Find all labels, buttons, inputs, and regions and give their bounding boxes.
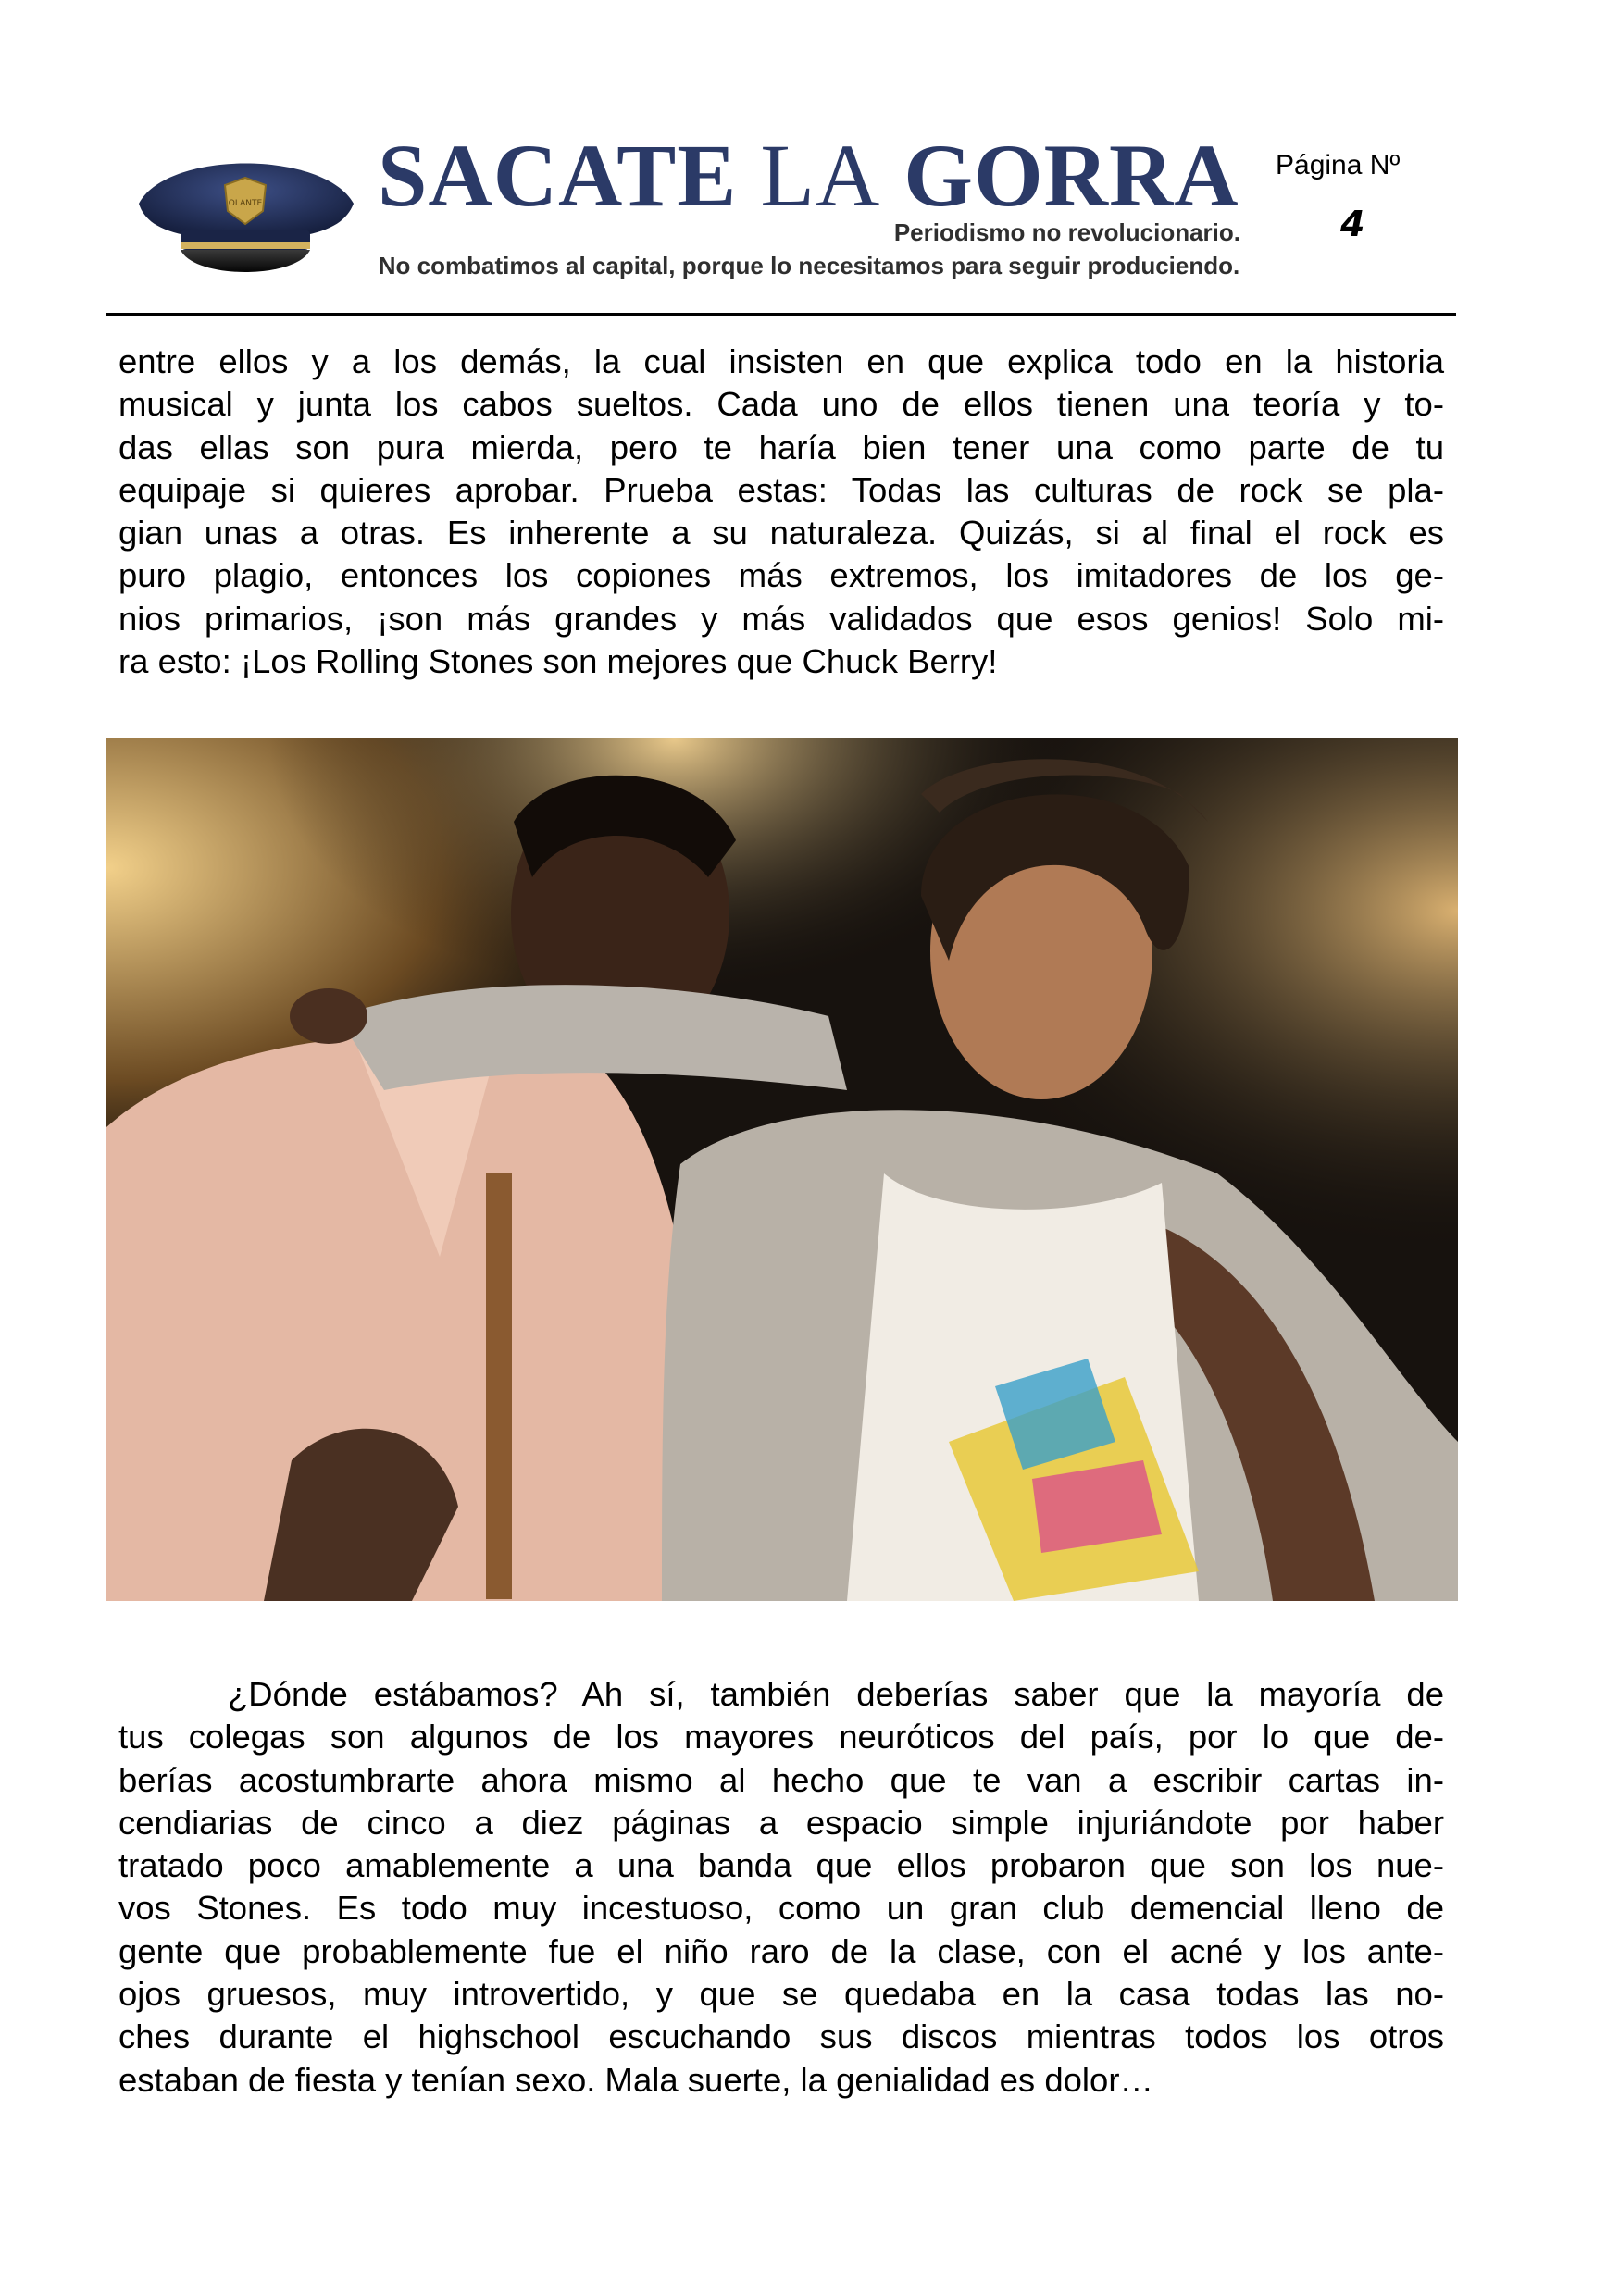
text-line: tratado poco amablemente a una banda que ellos probaron que son los nue- xyxy=(118,1846,1444,1885)
page-number: 4 xyxy=(1340,204,1365,244)
masthead-title-word-2: LA xyxy=(760,126,881,225)
badge-label: OLANTE xyxy=(228,199,263,208)
text-line: cendiarias de cinco a diez páginas a espacio simple injuriándote por haber xyxy=(118,1803,1444,1842)
text-line: entre ellos y a los demás, la cual insisten en que explica todo en la historia xyxy=(118,342,1444,380)
text-line: gian unas a otras. Es inherente a su naturaleza. Quizás, si al final el rock es xyxy=(118,514,1444,552)
masthead-title-word-1: SACATE xyxy=(378,126,738,225)
masthead-subtagline: No combatimos al capital, porque lo necesitamos para seguir produciendo. xyxy=(378,252,1240,279)
masthead-tagline: Periodismo no revolucionario. xyxy=(893,218,1240,246)
masthead-title-word-3: GORRA xyxy=(903,126,1239,225)
header-rule xyxy=(106,313,1456,316)
text-line: puro plagio, entonces los copiones más extremos, los imitadores de los ge- xyxy=(118,556,1444,595)
text-line xyxy=(118,1673,1444,1716)
text-line: das ellas son pura mierda, pero te haría bien tener una como parte de tu xyxy=(118,428,1444,466)
text-line: vos Stones. Es todo muy incestuoso, como un gran club demencial lleno de xyxy=(118,1889,1444,1928)
masthead-title xyxy=(378,126,1239,225)
text-line: musical y junta los cabos sueltos. Cada uno de ellos tienen una teoría y to- xyxy=(118,385,1444,424)
page-number-label: Página Nº xyxy=(1276,150,1401,180)
text-line: nios primarios, ¡son más grandes y más validados que esos genios! Solo mi- xyxy=(118,599,1444,638)
article-paragraph-2 xyxy=(118,1673,1444,2102)
text-line: ches durante el highschool escuchando sus discos mientras todos los otros xyxy=(118,2017,1444,2056)
text-line: berías acostumbrarte ahora mismo al hecho que te van a escribir cartas in- xyxy=(118,1760,1444,1799)
text-line: equipaje si quieres aprobar. Prueba estas: Todas las culturas de rock se pla- xyxy=(118,470,1444,509)
text-line: gente que probablemente fue el niño raro de la clase, con el acné y los ante- xyxy=(118,1931,1444,1970)
text-line: ra esto: ¡Los Rolling Stones son mejores que Chuck Berry! xyxy=(118,642,998,681)
police-cap-logo xyxy=(130,139,361,292)
article-photo xyxy=(106,738,1458,1601)
text-line-content: ¿Dónde estábamos? Ah sí, también deberías saber que la mayoría de xyxy=(228,1675,1444,1713)
text-line: tus colegas son algunos de los mayores neuróticos del país, por lo que de- xyxy=(118,1718,1444,1756)
article-paragraph-1 xyxy=(118,341,1444,683)
text-line: estaban de fiesta y tenían sexo. Mala suerte, la genialidad es dolor… xyxy=(118,2060,1153,2099)
text-line: ojos gruesos, muy introvertido, y que se quedaba en la casa todas las no- xyxy=(118,1975,1444,2014)
